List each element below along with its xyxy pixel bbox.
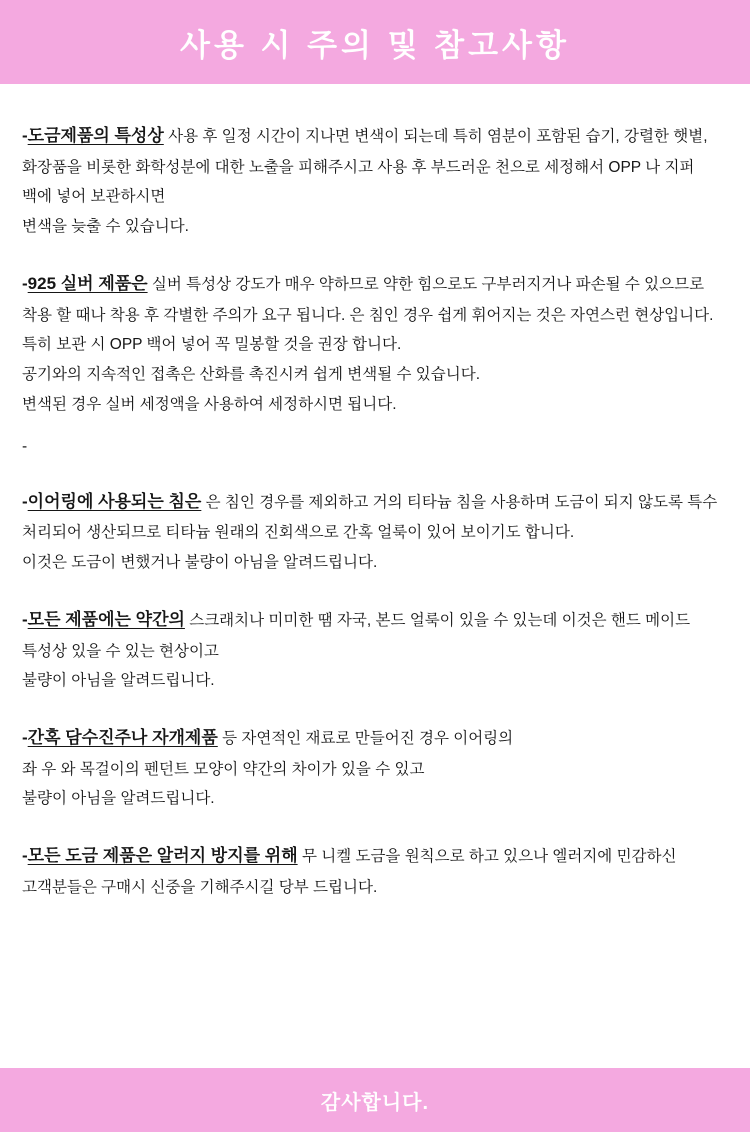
section-body: 무 니켈 도금을 원칙으로 하고 있으나 엘러지에 민감하신 고객분들은 구매시 신중을 기해주시길 당부 드립니다.: [22, 848, 677, 896]
bullet-dash: -: [22, 126, 28, 145]
notice-paragraph: 불량이 아님을 알려드립니다.: [22, 790, 215, 808]
notice-section: [22, 604, 728, 696]
section-body: 등 자연적인 재료로 만들어진 경우 이어링의: [222, 730, 514, 748]
notice-content: [0, 84, 750, 903]
section-body: 스크래치나 미미한 땜 자국, 본드 얼룩이 있을 수 있는데 이것은 핸드 메이드 특성상 있을 수 있는 현상이고: [22, 611, 691, 660]
notice-section: [22, 486, 728, 578]
notice-paragraph: [22, 840, 728, 902]
notice-paragraph: 공기와의 지속적인 접촉은 산화를 촉진시켜 쉽게 변색될 수 있습니다.: [22, 366, 481, 383]
notice-paragraph: [22, 120, 728, 212]
section-lead: 모든 도금 제품은 알러지 방지를 위해: [27, 846, 298, 866]
section-lead: 간혹 담수진주나 자개제품: [27, 728, 218, 748]
notice-section: [22, 722, 728, 814]
section-lead: 도금제품의 특성상: [27, 126, 164, 145]
footer-banner: [0, 1068, 750, 1132]
notice-paragraph: 변색을 늦출 수 있습니다.: [22, 218, 189, 236]
notice-section: [22, 840, 728, 902]
notice-paragraph: [22, 722, 728, 755]
section-lead: 925 실버 제품은: [27, 273, 148, 293]
header-banner: [0, 0, 750, 84]
notice-paragraph: [22, 268, 728, 330]
footer-text: 감사합니다.: [320, 1091, 430, 1114]
notice-section: [22, 120, 728, 242]
notice-paragraph: 좌 우 와 목걸이의 펜던트 모양이 약간의 차이가 있을 수 있고: [22, 760, 425, 778]
section-lead: 모든 제품에는 약간의: [27, 609, 185, 629]
notice-paragraph: 변색된 경우 실버 세정액을 사용하여 세정하시면 됩니다.: [22, 395, 397, 413]
notice-paragraph: 특히 보관 시 OPP 백어 넣어 꼭 밀봉할 것을 권장 합니다.: [22, 336, 402, 354]
section-body: 은 침인 경우를 제외하고 거의 티타늄 침을 사용하며 도금이 되지 않도록 특수 처리되어 생산되므로 티타늄 원래의 진회색으로 간혹 얼룩이 있어 보이기도 합니다.: [22, 493, 718, 542]
bullet-dash: -: [22, 609, 28, 629]
section-lead: 이어링에 사용되는 침은: [27, 491, 202, 511]
section-body: 사용 후 일정 시간이 지나면 변색이 되는데 특히 염분이 포함된 습기, 강렬한 햇볕, 화장품을 비롯한 화학성분에 대한 노출을 피해주시고 사용 후 부드러운 천으로 세정해서 OPP 나 지퍼 백에 넣어 보관하시면: [22, 128, 708, 206]
notice-section: [22, 268, 728, 460]
notice-paragraph: 이것은 도금이 변했거나 불량이 아님을 알려드립니다.: [22, 554, 378, 572]
trailing-dash: -: [22, 438, 28, 455]
bullet-dash: -: [22, 491, 28, 511]
notice-paragraph: [22, 604, 728, 666]
bullet-dash: -: [22, 728, 28, 748]
notice-paragraph: 불량이 아님을 알려드립니다.: [22, 672, 215, 690]
notice-paragraph: [22, 486, 728, 548]
bullet-dash: -: [22, 273, 28, 293]
page-title: 사용 시 주의 및 참고사항: [180, 27, 570, 63]
bullet-dash: -: [22, 846, 28, 866]
section-body: 실버 특성상 강도가 매우 약하므로 약한 힘으로도 구부러지거나 파손될 수 있으므로 착용 할 때나 착용 후 각별한 주의가 요구 됩니다. 은 침인 경우 쉽게 휘어지는 것은 자연스런 현상입니다.: [22, 275, 714, 324]
